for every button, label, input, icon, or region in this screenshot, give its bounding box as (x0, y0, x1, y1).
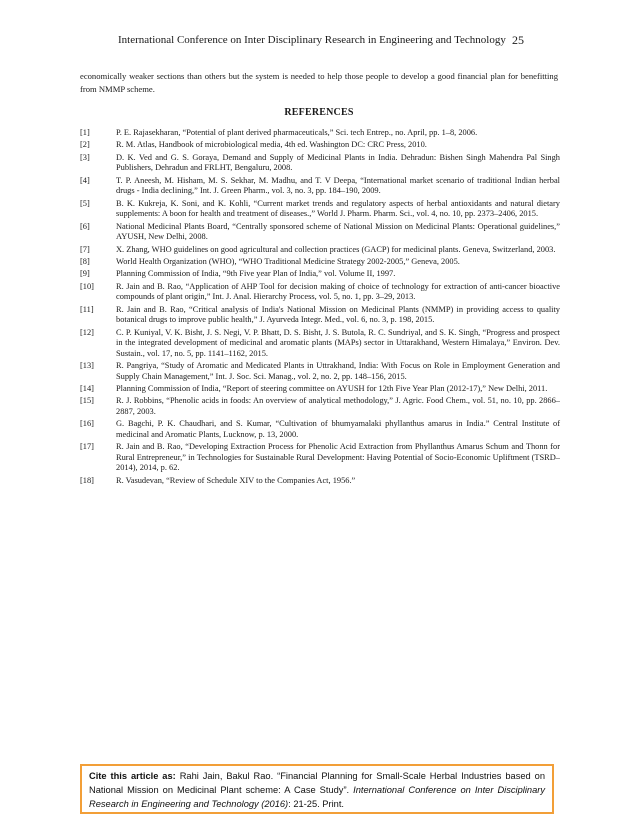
reference-number: [14] (80, 383, 94, 393)
reference-text: C. P. Kuniyal, V. K. Bisht, J. S. Negi, V. P. Bhatt, D. S. Bisht, J. S. Butola, R. C. Sundriyal, and S. K. Singh, “Progress and prospect in the integrated development of medicinal and aromatic plants (MAPs) sector in Uttarakhand, Western Himalaya,” Environ. Dev. Sustain., vol. 17, no. 5, pp. 1141–1162, 2015. (116, 327, 560, 358)
reference-text: T. P. Aneesh, M. Hisham, M. S. Sekhar, M. Madhu, and T. V Deepa, “International market scenario of traditional Indian herbal drugs - India declining,” Int. J. Green Pharm., vol. 3, no. 3, pp. 184–190, 2009. (116, 175, 560, 196)
reference-item (80, 384, 560, 394)
reference-item (80, 396, 560, 417)
reference-item (80, 269, 560, 279)
reference-text: G. Bagchi, P. K. Chaudhari, and S. Kumar, “Cultivation of bhumyamalaki phyllanthus amarus in India.” Central Institute of medicinal and Aromatic Plants, Lucknow, p. 13, 2000. (116, 419, 560, 439)
reference-text: R. Jain and B. Rao, “Application of AHP Tool for decision making of choice of technology for extraction of anti-cancer bioactive compounds of plant origin,” Int. J. Anal. Hierarchy Process, vol. 5, no. 1, pp. 3–29, 2013. (116, 281, 560, 302)
reference-text: D. K. Ved and G. S. Goraya, Demand and Supply of Medicinal Plants in India. Dehradun: Bishen Singh Mahendra Pal Singh Publishers, Dehradun and FRLHT, Bengaluru, 2008. (116, 152, 560, 173)
reference-text: R. Jain and B. Rao, “Developing Extraction Process for Phenolic Acid Extraction from Phyllanthus Amarus Schum and Thonn for Rural Entrepreneur,” in Technologies for Sustainable Rural Development: Having Potential of Socio-Economic Upliftment (TSRD–2014), 2014, p. 62. (116, 442, 560, 473)
reference-item (80, 199, 560, 220)
reference-number: [6] (80, 221, 90, 231)
reference-number: [16] (80, 419, 94, 429)
reference-list (80, 128, 560, 486)
reference-text: P. E. Rajasekharan, “Potential of plant derived pharmaceuticals,” Sci. tech Entrep., no. April, pp. 1–8, 2006. (116, 128, 478, 137)
reference-item (80, 176, 560, 197)
reference-number: [4] (80, 175, 90, 185)
reference-number: [12] (80, 327, 94, 337)
page-number: 25 (512, 33, 524, 47)
reference-item (80, 222, 560, 243)
citation-authors-title: Rahi Jain, Bakul Rao. “Financial Planning for Small-Scale Herbal Industries based on National Mission on Medicinal Plant scheme: A Case Study”. (89, 771, 545, 795)
reference-number: [17] (80, 442, 94, 452)
reference-item (80, 257, 560, 267)
reference-number: [7] (80, 244, 90, 254)
reference-number: [1] (80, 128, 90, 137)
reference-number: [15] (80, 396, 94, 406)
reference-item (80, 128, 560, 138)
reference-item (80, 419, 560, 440)
reference-item (80, 245, 560, 255)
reference-text: National Medicinal Plants Board, “Centrally sponsored scheme of National Mission on Medicinal Plants: Operational guidelines,” AYUSH, New Delhi, 2008. (116, 221, 560, 242)
reference-item (80, 328, 560, 359)
reference-item (80, 153, 560, 174)
reference-number: [3] (80, 152, 90, 162)
reference-item (80, 476, 560, 486)
conference-title: International Conference on Inter Disciplinary Research in Engineering and Technology (118, 34, 506, 46)
reference-number: [2] (80, 140, 90, 150)
reference-text: X. Zhang, WHO guidelines on good agricultural and collection practices (GACP) for medicinal plants. Geneva, Switzerland, 2003. (116, 244, 556, 254)
reference-number: [8] (80, 256, 90, 266)
reference-item (80, 361, 560, 382)
reference-text: B. K. Kukreja, K. Soni, and K. Kohli, “Current market trends and regulatory aspects of herbal antioxidants and natural dietary supplements: A boon for health and treatment of diseases.,” World J. Pharm. Pharm. Sci., vol. 4, no. 10, pp. 2373–2406, 2015. (116, 198, 560, 219)
reference-number: [9] (80, 269, 90, 279)
reference-text: R. Vasudevan, “Review of Schedule XIV to the Companies Act, 1956.” (116, 475, 356, 485)
reference-text: R. J. Robbins, “Phenolic acids in foods: An overview of analytical methodology,” J. Agric. Food Chem., vol. 51, no. 10, pp. 2866–2887, 2003. (116, 396, 560, 416)
reference-item (80, 282, 560, 303)
reference-text: R. Pangriya, “Study of Aromatic and Medicated Plants in Uttrakhand, India: With Focus on Role in Employment Generation and Supply Chain Management,” Int. J. Soc. Sci. Manag., vol. 2, no. 2, pp. 148–156, 2015. (116, 361, 560, 381)
citation-venue: International Conference on Inter Disciplinary Research in Engineering and Technology (2016) (89, 785, 545, 809)
reference-number: [5] (80, 198, 90, 208)
reference-text: R. Jain and B. Rao, “Critical analysis of India's National Mission on Medicinal Plants (NMMP) in providing access to quality botanical drugs to improve public health,” J. Ayurveda Integr. Med., vol. 6, no. 3, p. 198, 2015. (116, 304, 560, 325)
citation-pages: : 21-25. Print. (288, 799, 344, 809)
reference-number: [10] (80, 281, 94, 291)
reference-number: [13] (80, 361, 94, 371)
reference-text: R. M. Atlas, Handbook of microbiological media, 4th ed. Washington DC: CRC Press, 2010. (116, 140, 427, 150)
reference-item (80, 442, 560, 473)
reference-text: Planning Commission of India, “Report of steering committee on AYUSH for 12th Five Year Plan (2012-17),” New Delhi, 2011. (116, 383, 548, 393)
reference-item (80, 305, 560, 326)
intro-paragraph: economically weaker sections than others but the system is needed to help those people to develop a good financial plan for benefitting from NMMP scheme. (80, 71, 558, 94)
reference-text: Planning Commission of India, “9th Five year Plan of India,” vol. Volume II, 1997. (116, 269, 396, 279)
citation-label: Cite this article as: (89, 771, 176, 781)
references-heading: REFERENCES (284, 107, 354, 118)
reference-item (80, 140, 560, 150)
reference-number: [18] (80, 475, 94, 485)
reference-number: [11] (80, 304, 94, 314)
reference-text: World Health Organization (WHO), “WHO Traditional Medicine Strategy 2002-2005,” Geneva, 2005. (116, 256, 460, 266)
page-header (0, 34, 638, 50)
citation-box (80, 764, 554, 814)
